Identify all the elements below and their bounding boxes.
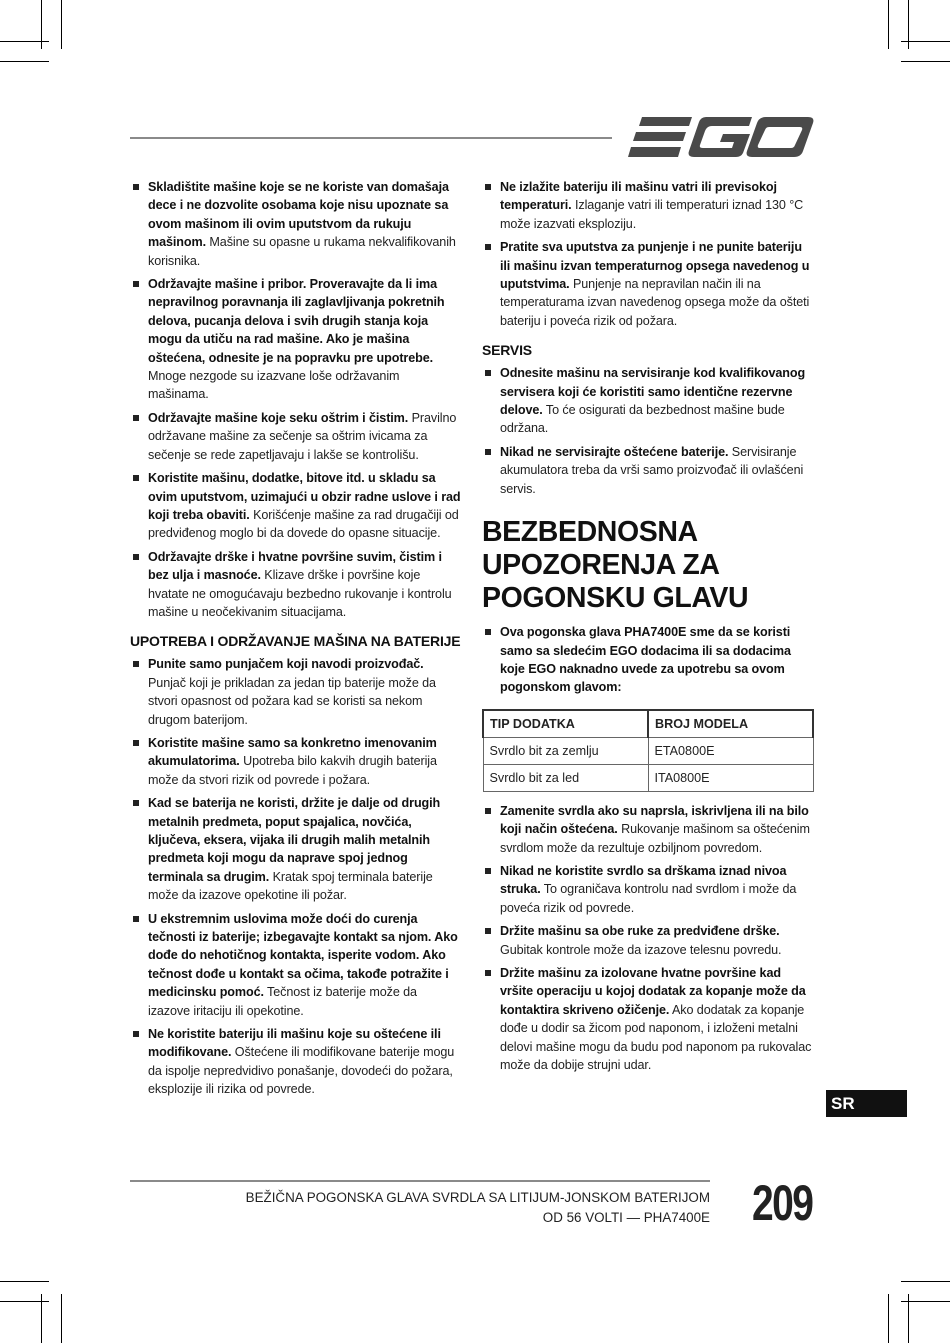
bullet-icon [485,184,491,190]
page-number: 209 [752,1175,813,1231]
bullet-icon [133,554,139,560]
bullet-icon [485,244,491,250]
crop-mark [901,41,950,42]
list-item: Nikad ne servisirajte oštećene baterije. Servisiranje akumulatora treba da vrši samo proizvođač ili ovlašćeni servis. [482,443,814,498]
list-item: Koristite mašine samo sa konkretno imenovanim akumulatorima. Upotreba bilo kakvih drugih baterija može da stvori rizik od povrede i požara. [130,734,462,789]
left-column [130,178,462,1104]
crop-mark [888,0,889,49]
crop-mark [0,1281,49,1282]
bullet-icon [485,808,491,814]
bullet-icon [133,415,139,421]
list-item: Držite mašinu za izolovane hvatne površine kad vršite operaciju u kojoj dodatak za kopanje može da kontaktira skriveno ožičenje. Ako dodatak za kopanje dođe u dodir sa žicom pod naponom, i izloženi metalni delovi mašine mogu da budu pod naponom pa rukovalac može da dobije strujni udar. [482,964,814,1074]
list-item: Pratite sva uputstva za punjenje i ne punite bateriju ili mašinu izvan temperaturnog opsega navedenog u uputstvima. Punjenje na nepravilan način ili na temperaturama izvan navedenog opsega može da ošteti bateriju i poveća rizik od požara. [482,238,814,330]
crop-mark [61,1294,62,1343]
title-line: BEZBEDNOSNA [482,516,698,549]
list-item: Zamenite svrdla ako su naprsla, iskrivljena ili na bilo koji način oštećena. Rukovanje mašinom sa oštećenim svrdlom može da rezultuje ozbiljnom povredom. [482,802,814,857]
crop-mark [0,41,49,42]
right-column [482,178,814,1079]
accessory-table [482,709,814,792]
table-header-cell: BROJ MODELA [648,710,813,738]
crop-mark [888,1294,889,1343]
bullet-icon [485,629,491,635]
table-cell: Svrdlo bit za led [483,764,648,791]
bullet-icon [133,281,139,287]
list-item: U ekstremnim uslovima može doći do curenja tečnosti iz baterije; izbegavajte kontakt sa njom. Ako dođe do nehotičnog kontakta, isperite vodom. Ako tečnost dođe u kontakt sa očima, takođe potražite i medicinsku pomoć. Tečnost iz baterije može da izazove iritaciju ili opekotine. [130,910,462,1020]
title-line: POGONSKU GLAVU [482,582,749,615]
bullet-icon [133,661,139,667]
bullet-icon [485,928,491,934]
list-item: Ne izlažite bateriju ili mašinu vatri ili previsokoj temperaturi. Izlaganje vatri ili temperaturi iznad 130 °C može izazvati eksploziju. [482,178,814,233]
table-header-row [483,710,813,738]
list-item: Držite mašinu sa obe ruke za predviđene drške. Gubitak kontrole može da izazove telesnu povredu. [482,922,814,959]
crop-mark [901,1281,950,1282]
crop-mark [901,1301,950,1302]
language-tab: SR [826,1090,907,1117]
list-item: Nikad ne koristite svrdlo sa drškama iznad nivoa struka. To ograničava kontrolu nad svrdlom i može da poveća rizik od povrede. [482,862,814,917]
crop-mark [0,61,49,62]
header-rule [130,137,612,139]
list-item: Održavajte drške i hvatne površine suvim, čistim i bez ulja i masnoće. Klizave drške i površine koje hvatate ne omogućavaju bezbedno rukovanje i kontrolu mašine u neočekivanim situacijama. [130,548,462,622]
list-item: Skladištite mašine koje se ne koriste van domašaja dece i ne dozvolite osobama koje nisu upoznate sa ovom mašinom ili ovim uputstvom da rukuju mašinom. Mašine su opasne u rukama nekvalifikovanih korisnika. [130,178,462,270]
table-header-cell: TIP DODATKA [483,710,648,738]
bullet-icon [485,868,491,874]
bullet-icon [133,475,139,481]
footer-line: OD 56 VOLTI — PHA7400E [542,1210,710,1225]
footer-line: BEŽIČNA POGONSKA GLAVA SVRDLA SA LITIJUM-JONSKOM BATERIJOM [245,1190,710,1205]
list-item: Kad se baterija ne koristi, držite je dalje od drugih metalnih predmeta, poput spajalica, novčića, ključeva, eksera, vijaka ili drugih malih metalnih predmeta koji mogu da naprave spoj jednog terminala sa drugim. Kratak spoj terminala baterije može da izazove opekotine ili požar. [130,794,462,904]
table-cell: ETA0800E [648,737,813,764]
bullet-icon [133,740,139,746]
bullet-icon [133,916,139,922]
table-row [483,737,813,764]
bullet-icon [133,1031,139,1037]
list-item: Odnesite mašinu na servisiranje kod kvalifikovanog servisera koji će koristiti samo identične rezervne delove. To će osigurati da bezbednost mašine bude održana. [482,364,814,438]
list-item: Održavajte mašine koje seku oštrim i čistim. Pravilno održavane mašine za sečenje sa oštrim ivicama za sečenje se rede zapetljavaju i lakše se kontrolišu. [130,409,462,464]
footer-rule [130,1180,710,1182]
table-cell: ITA0800E [648,764,813,791]
table-cell: Svrdlo bit za zemlju [483,737,648,764]
crop-mark [901,61,950,62]
list-item: Ova pogonska glava PHA7400E sme da se koristi samo sa sledećim EGO dodacima ili sa dodacima koje EGO naknadno uvede za upotrebu sa ovom pogonskom glavom: [482,623,814,697]
bullet-icon [133,184,139,190]
section-heading-service: SERVIS [482,342,532,359]
footer-product-title [130,1188,710,1228]
section-title-power-head [482,516,814,615]
crop-mark [0,1301,49,1302]
bullet-icon [485,449,491,455]
title-line: UPOZORENJA ZA [482,549,720,582]
bullet-icon [485,370,491,376]
list-item: Ne koristite bateriju ili mašinu koje su oštećene ili modifikovane. Oštećene ili modifikovane baterije mogu da ispolje nepredvidivo ponašanje, dovodeći do požara, eksplozije ili rizika od povrede. [130,1025,462,1099]
ego-logo [628,115,814,159]
list-item: Koristite mašinu, dodatke, bitove itd. u skladu sa ovim uputstvom, uzimajući u obzir radne uslove i rad koji treba obaviti. Korišćenje mašine za rad drugačiji od predviđenog moglo bi da dovede do opasne situacije. [130,469,462,543]
list-item: Održavajte mašine i pribor. Proveravajte da li ima nepravilnog poravnanja ili zaglavljivanja pokretnih delova, pucanja delova i svih drugih stanja koja mogu da utiču na rad mašine. Ako je mašina oštećena, odnesite je na popravku pre upotrebe. Mnoge nezgode su izazvane loše održavanim mašinama. [130,275,462,404]
bullet-icon [485,970,491,976]
table-row [483,764,813,791]
section-heading-battery: UPOTREBA I ODRŽAVANJE MAŠINA NA BATERIJE [130,633,461,650]
list-item: Punite samo punjačem koji navodi proizvođač. Punjač koji je prikladan za jedan tip baterije može da stvori opasnost od požara kad se koristi sa nekom drugom baterijom. [130,655,462,729]
crop-mark [61,0,62,49]
bullet-icon [133,800,139,806]
